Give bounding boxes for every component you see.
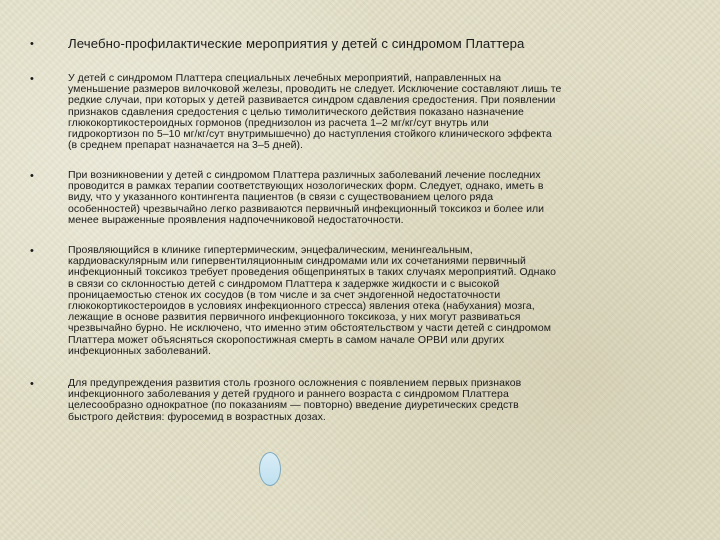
bullet-marker: • [30, 73, 34, 85]
paragraph-text: У детей с синдромом Платтера специальных лечебных мероприятий, направленных на уменьшение размеров вилочковой железы, проводить не следует. Исключение составляют лишь те редкие случаи, при которых у детей развивается синдром сдавления средостения. При появлении признаков сдавления средостения с целью тимолитического действия показано назначение глюкокортикостероидных гормонов (преднизолон из расчета 1–2 мг/кг/сут внутрь или гидрокортизон по 5–10 мг/кг/сут внутримышечно) до наступления стойкого клинического эффекта (в среднем препарат назначается на 3–5 дней). [68, 72, 562, 152]
paragraph-text: Проявляющийся в клинике гипертермическим, энцефалическим, менингеальным, кардиоваскулярным или гипервентиляционным синдромами или их сочетаниями первичный инфекционный токсикоз требует проведения общепринятых в таких случаях мероприятий. Однако в связи со склонностью детей с синдромом Платтера к задержке жидкости и с высокой проницаемостью стенок их сосудов (в том числе и за счет эндогенной недостаточности глюкокортикостероидов в условиях инфекционного стресса) явления отека (набухания) мозга, лежащие в основе развития первичного инфекционного токсикоза, у них могут развиваться чрезвычайно бурно. Не исключено, что именно этим обстоятельством у части детей с синдромом Платтера может объясняться скоропостижная смерть в самом начале ОРВИ или других инфекционных заболеваний. [68, 244, 557, 357]
paragraph-text: При возникновении у детей с синдромом Платтера различных заболеваний лечение последних проводится в рамках терапии соответствующих нозологических форм. Следует, однако, иметь в виду, что у указанного контингента пациентов (в связи с существованием целого ряда особенностей) чрезвычайно легко развиваются первичный инфекционный токсикоз и более или менее выраженные проявления надпочечниковой недостаточности. [68, 169, 545, 226]
bullet-marker: • [30, 38, 34, 50]
bullet-marker: • [30, 170, 34, 182]
bullet-marker: • [30, 378, 34, 390]
oval-shape [259, 452, 281, 486]
slide-title: Лечебно-профилактические мероприятия у детей с синдромом Платтера [68, 36, 525, 51]
bullet-marker: • [30, 245, 34, 257]
paragraph-text: Для предупреждения развития столь грозного осложнения с появлением первых признаков инфекционного заболевания у детей грудного и раннего возраста с синдромом Платтера целесообразно однократное (по показаниям — повторно) введение диуретических средств быстрого действия: фуросемид в возрастных дозах. [68, 377, 522, 423]
